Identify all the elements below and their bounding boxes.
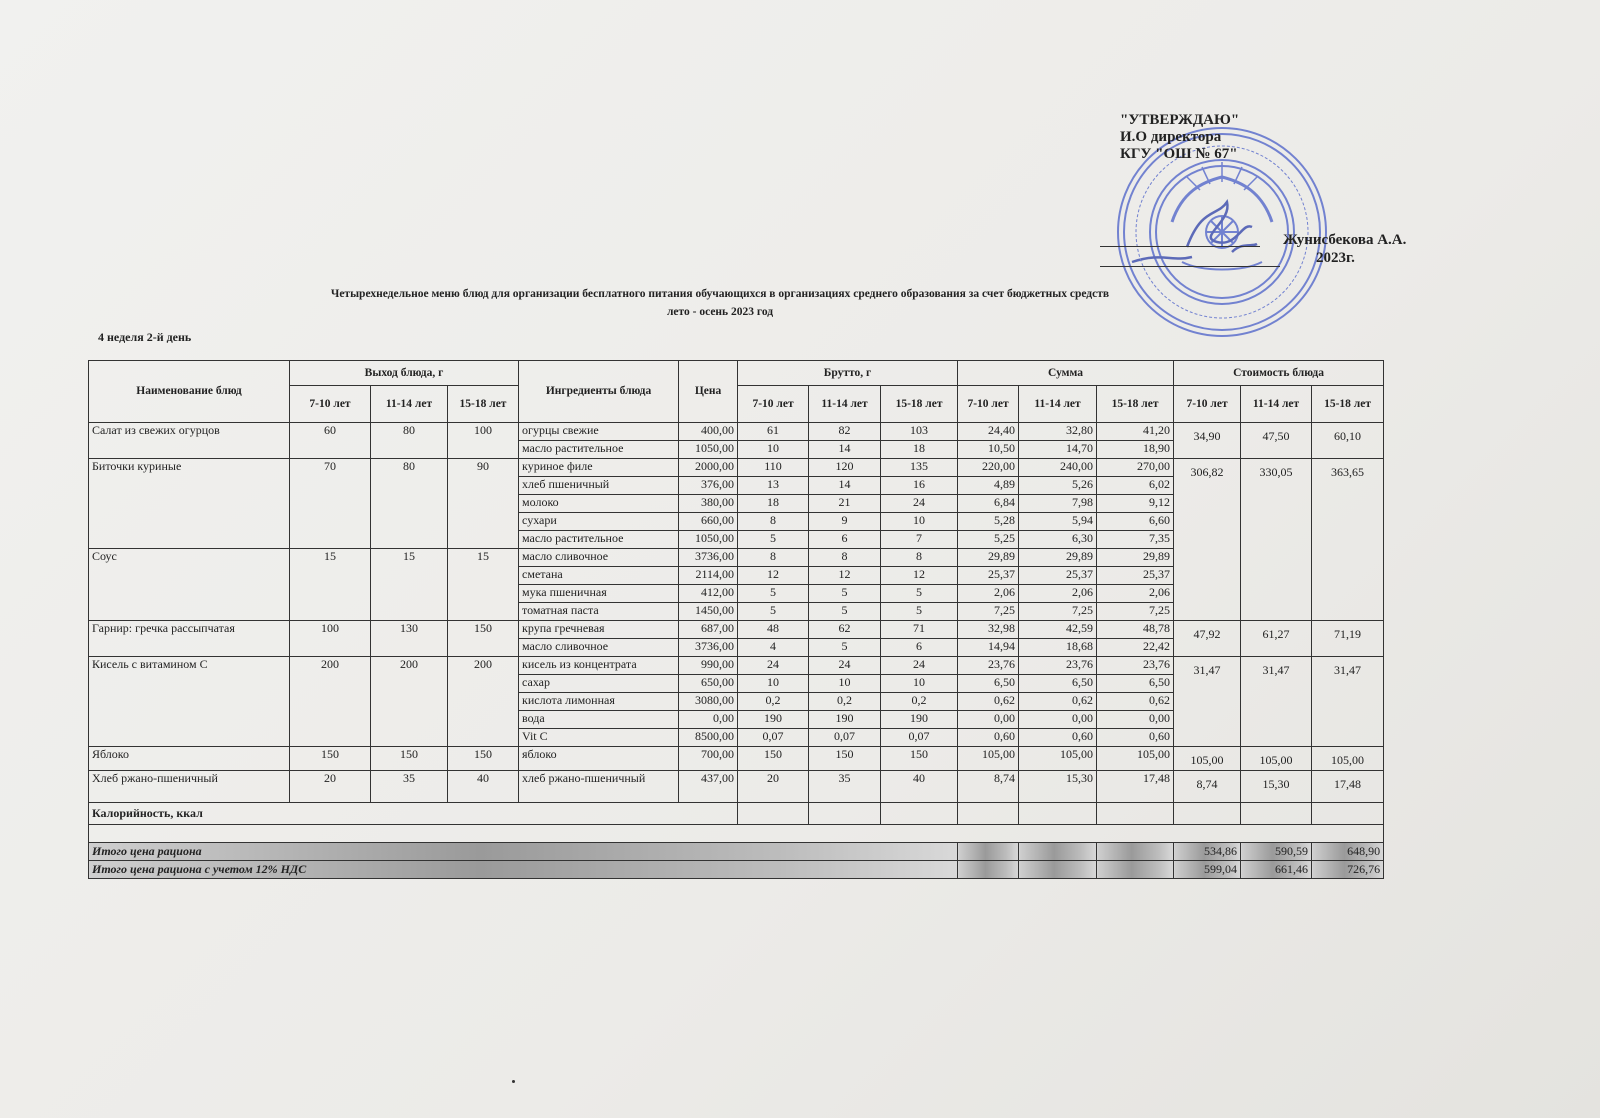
dish-yield: 35 [371, 771, 448, 803]
dish-yield: 80 [371, 423, 448, 459]
ingredient-brutto: 82 [809, 423, 881, 441]
ingredient-brutto: 5 [881, 585, 958, 603]
ingredient-sum: 240,00 [1019, 459, 1097, 477]
ingredient-brutto: 5 [738, 531, 809, 549]
ingredient-sum: 42,59 [1019, 621, 1097, 639]
ingredient-sum: 29,89 [958, 549, 1019, 567]
header-brutto-age-1: 11-14 лет [809, 386, 881, 423]
approval-position: И.О директора [1120, 129, 1222, 145]
table-row [89, 621, 1384, 639]
ingredient-name: хлеб пшеничный [519, 477, 679, 495]
ingredient-brutto: 20 [738, 771, 809, 803]
ingredient-sum: 2,06 [958, 585, 1019, 603]
dish-yield: 150 [448, 747, 519, 771]
ingredient-price: 2114,00 [679, 567, 738, 585]
calories-value [809, 803, 881, 825]
header-cost-age-2: 15-18 лет [1312, 386, 1384, 423]
dish-cost: 17,48 [1312, 771, 1384, 803]
header-sum-age-1: 11-14 лет [1019, 386, 1097, 423]
ingredient-sum: 270,00 [1097, 459, 1174, 477]
ingredient-name: вода [519, 711, 679, 729]
ingredient-sum: 0,00 [1097, 711, 1174, 729]
calories-value [1241, 803, 1312, 825]
dish-yield: 15 [371, 549, 448, 621]
ingredient-brutto: 0,07 [809, 729, 881, 747]
dish-name: Кисель с витамином С [89, 657, 290, 747]
document-title [200, 285, 1240, 321]
header-yield-age-1: 11-14 лет [371, 386, 448, 423]
ingredient-sum: 14,70 [1019, 441, 1097, 459]
ingredient-brutto: 0,07 [738, 729, 809, 747]
ingredient-brutto: 10 [738, 675, 809, 693]
ingredient-sum: 29,89 [1019, 549, 1097, 567]
ingredient-sum: 7,35 [1097, 531, 1174, 549]
header-sum-age-0: 7-10 лет [958, 386, 1019, 423]
dish-cost: 47,92 [1174, 621, 1241, 657]
menu-table [88, 360, 1384, 879]
ingredient-name: сметана [519, 567, 679, 585]
blank-cell [89, 825, 1384, 843]
dish-yield: 200 [290, 657, 371, 747]
ingredient-brutto: 5 [738, 603, 809, 621]
ingredient-brutto: 5 [809, 585, 881, 603]
ingredient-brutto: 110 [738, 459, 809, 477]
ingredient-brutto: 14 [809, 477, 881, 495]
dish-name: Салат из свежих огурцов [89, 423, 290, 459]
ingredient-price: 8500,00 [679, 729, 738, 747]
ingredient-name: масло растительное [519, 531, 679, 549]
ingredient-brutto: 0,2 [809, 693, 881, 711]
ingredient-sum: 0,00 [958, 711, 1019, 729]
ingredient-sum: 0,60 [1097, 729, 1174, 747]
ingredient-brutto: 190 [809, 711, 881, 729]
header-brutto: Брутто, г [738, 361, 958, 386]
dish-cost: 71,19 [1312, 621, 1384, 657]
total-blank [958, 843, 1019, 861]
ingredient-brutto: 8 [809, 549, 881, 567]
calories-value [738, 803, 809, 825]
ingredient-brutto: 150 [809, 747, 881, 771]
ingredient-sum: 32,80 [1019, 423, 1097, 441]
ingredient-brutto: 6 [809, 531, 881, 549]
ingredient-name: кислота лимонная [519, 693, 679, 711]
title-line-2: лето - осень 2023 год [666, 306, 774, 318]
ingredient-name: сухари [519, 513, 679, 531]
ingredient-name: кисель из концентрата [519, 657, 679, 675]
ingredient-brutto: 9 [809, 513, 881, 531]
ingredient-sum: 5,25 [958, 531, 1019, 549]
dish-cost: 31,47 [1241, 657, 1312, 747]
signer-name: Жунисбекова А.А. [1283, 232, 1407, 248]
dish-yield: 40 [448, 771, 519, 803]
dish-cost: 363,65 [1312, 459, 1384, 621]
calories-value [1174, 803, 1241, 825]
dish-yield: 90 [448, 459, 519, 549]
total-value: 661,46 [1241, 861, 1312, 879]
ingredient-brutto: 0,2 [738, 693, 809, 711]
total-blank [1019, 843, 1097, 861]
calories-value [1019, 803, 1097, 825]
ingredient-sum: 5,28 [958, 513, 1019, 531]
ingredient-brutto: 13 [738, 477, 809, 495]
table-row [89, 657, 1384, 675]
ingredient-sum: 14,94 [958, 639, 1019, 657]
ingredient-sum: 7,98 [1019, 495, 1097, 513]
ingredient-sum: 7,25 [1019, 603, 1097, 621]
ingredient-name: масло сливочное [519, 639, 679, 657]
header-yield-age-2: 15-18 лет [448, 386, 519, 423]
total-row [89, 861, 1384, 879]
ingredient-brutto: 10 [881, 675, 958, 693]
ingredient-brutto: 150 [738, 747, 809, 771]
ingredient-price: 3080,00 [679, 693, 738, 711]
ingredient-sum: 0,60 [1019, 729, 1097, 747]
header-yield-age-0: 7-10 лет [290, 386, 371, 423]
ingredient-name: томатная паста [519, 603, 679, 621]
header-brutto-age-2: 15-18 лет [881, 386, 958, 423]
dish-yield: 80 [371, 459, 448, 549]
ingredient-brutto: 5 [809, 603, 881, 621]
ingredient-sum: 6,60 [1097, 513, 1174, 531]
ingredient-brutto: 16 [881, 477, 958, 495]
ingredient-name: масло растительное [519, 441, 679, 459]
ingredient-name: сахар [519, 675, 679, 693]
ingredient-price: 2000,00 [679, 459, 738, 477]
ingredient-name: куриное филе [519, 459, 679, 477]
ingredient-brutto: 14 [809, 441, 881, 459]
ingredient-sum: 32,98 [958, 621, 1019, 639]
ingredient-sum: 41,20 [1097, 423, 1174, 441]
dish-yield: 70 [290, 459, 371, 549]
ingredient-brutto: 8 [738, 513, 809, 531]
ingredient-sum: 105,00 [1097, 747, 1174, 771]
ingredient-brutto: 18 [738, 495, 809, 513]
dish-yield: 100 [290, 621, 371, 657]
ingredient-sum: 23,76 [958, 657, 1019, 675]
ingredient-brutto: 24 [738, 657, 809, 675]
ingredient-sum: 105,00 [958, 747, 1019, 771]
ingredient-sum: 5,94 [1019, 513, 1097, 531]
dish-cost: 105,00 [1174, 747, 1241, 771]
header-ingredients: Ингредиенты блюда [519, 361, 679, 423]
total-blank [1019, 861, 1097, 879]
header-price: Цена [679, 361, 738, 423]
ingredient-sum: 6,84 [958, 495, 1019, 513]
ingredient-price: 376,00 [679, 477, 738, 495]
ingredient-sum: 7,25 [1097, 603, 1174, 621]
ingredient-brutto: 40 [881, 771, 958, 803]
ingredient-brutto: 71 [881, 621, 958, 639]
ingredient-sum: 17,48 [1097, 771, 1174, 803]
approval-organization: КГУ "ОШ № 67" [1120, 146, 1238, 162]
total-value: 590,59 [1241, 843, 1312, 861]
ingredient-brutto: 21 [809, 495, 881, 513]
total-blank [1097, 861, 1174, 879]
dish-name: Биточки куриные [89, 459, 290, 549]
date-line [1100, 266, 1280, 267]
table-row [89, 747, 1384, 771]
ingredient-sum: 23,76 [1019, 657, 1097, 675]
ingredient-brutto: 4 [738, 639, 809, 657]
calories-value [1097, 803, 1174, 825]
dish-yield: 200 [448, 657, 519, 747]
ingredient-price: 380,00 [679, 495, 738, 513]
dish-yield: 20 [290, 771, 371, 803]
ingredient-sum: 220,00 [958, 459, 1019, 477]
ingredient-sum: 29,89 [1097, 549, 1174, 567]
ingredient-price: 990,00 [679, 657, 738, 675]
dish-cost: 15,30 [1241, 771, 1312, 803]
calories-value [1312, 803, 1384, 825]
ingredient-price: 0,00 [679, 711, 738, 729]
table-row [89, 423, 1384, 441]
ingredient-name: крупа гречневая [519, 621, 679, 639]
ingredient-name: мука пшеничная [519, 585, 679, 603]
calories-label: Калорийность, ккал [89, 803, 738, 825]
ingredient-brutto: 6 [881, 639, 958, 657]
total-value: 726,76 [1312, 861, 1384, 879]
ingredient-sum: 18,68 [1019, 639, 1097, 657]
ingredient-sum: 25,37 [1097, 567, 1174, 585]
title-line-1: Четырехнедельное меню блюд для организации бесплатного питания обучающихся в организациях среднего образования за счет бюджетных средств [330, 288, 1110, 300]
ingredient-name: огурцы свежие [519, 423, 679, 441]
calories-row [89, 803, 1384, 825]
ingredient-sum: 6,50 [1097, 675, 1174, 693]
ingredient-brutto: 5 [881, 603, 958, 621]
ingredient-name: яблоко [519, 747, 679, 771]
ingredient-sum: 6,50 [1019, 675, 1097, 693]
approval-year: 2023г. [1316, 250, 1355, 266]
ingredient-sum: 0,62 [1019, 693, 1097, 711]
dish-name: Яблоко [89, 747, 290, 771]
ingredient-price: 400,00 [679, 423, 738, 441]
ingredient-price: 650,00 [679, 675, 738, 693]
header-brutto-age-0: 7-10 лет [738, 386, 809, 423]
ingredient-sum: 10,50 [958, 441, 1019, 459]
ingredient-price: 687,00 [679, 621, 738, 639]
ingredient-sum: 9,12 [1097, 495, 1174, 513]
ingredient-sum: 0,62 [1097, 693, 1174, 711]
ingredient-price: 700,00 [679, 747, 738, 771]
ingredient-brutto: 0,2 [881, 693, 958, 711]
calories-value [958, 803, 1019, 825]
ingredient-brutto: 10 [881, 513, 958, 531]
ingredient-brutto: 10 [738, 441, 809, 459]
total-value: 648,90 [1312, 843, 1384, 861]
ingredient-brutto: 48 [738, 621, 809, 639]
ingredient-price: 3736,00 [679, 549, 738, 567]
ingredient-brutto: 190 [881, 711, 958, 729]
ingredient-brutto: 12 [881, 567, 958, 585]
ingredient-sum: 6,30 [1019, 531, 1097, 549]
ingredient-price: 3736,00 [679, 639, 738, 657]
ingredient-brutto: 8 [738, 549, 809, 567]
dish-cost: 306,82 [1174, 459, 1241, 621]
total-label: Итого цена рациона [89, 843, 958, 861]
ingredient-sum: 15,30 [1019, 771, 1097, 803]
ingredient-brutto: 7 [881, 531, 958, 549]
header-sum-age-2: 15-18 лет [1097, 386, 1174, 423]
ingredient-brutto: 5 [809, 639, 881, 657]
approval-heading: "УТВЕРЖДАЮ" [1120, 112, 1240, 128]
total-blank [958, 861, 1019, 879]
ingredient-sum: 18,90 [1097, 441, 1174, 459]
dish-cost: 60,10 [1312, 423, 1384, 459]
dish-name: Хлеб ржано-пшеничный [89, 771, 290, 803]
header-yield: Выход блюда, г [290, 361, 519, 386]
dish-yield: 130 [371, 621, 448, 657]
ingredient-sum: 0,62 [958, 693, 1019, 711]
dish-yield: 150 [290, 747, 371, 771]
dish-cost: 34,90 [1174, 423, 1241, 459]
dish-yield: 100 [448, 423, 519, 459]
ingredient-sum: 48,78 [1097, 621, 1174, 639]
ingredient-price: 1050,00 [679, 441, 738, 459]
ingredient-sum: 7,25 [958, 603, 1019, 621]
header-cost-age-0: 7-10 лет [1174, 386, 1241, 423]
calories-value [881, 803, 958, 825]
ingredient-brutto: 10 [809, 675, 881, 693]
dish-cost: 31,47 [1174, 657, 1241, 747]
dish-cost: 105,00 [1241, 747, 1312, 771]
page-mark [512, 1080, 515, 1083]
ingredient-sum: 24,40 [958, 423, 1019, 441]
ingredient-brutto: 62 [809, 621, 881, 639]
ingredient-price: 1450,00 [679, 603, 738, 621]
ingredient-brutto: 24 [881, 657, 958, 675]
ingredient-brutto: 190 [738, 711, 809, 729]
ingredient-sum: 8,74 [958, 771, 1019, 803]
dish-name: Соус [89, 549, 290, 621]
table-row [89, 459, 1384, 477]
total-value: 599,04 [1174, 861, 1241, 879]
dish-cost: 31,47 [1312, 657, 1384, 747]
dish-cost: 47,50 [1241, 423, 1312, 459]
dish-yield: 15 [290, 549, 371, 621]
ingredient-sum: 105,00 [1019, 747, 1097, 771]
ingredient-sum: 22,42 [1097, 639, 1174, 657]
ingredient-brutto: 18 [881, 441, 958, 459]
dish-cost: 330,05 [1241, 459, 1312, 621]
ingredient-brutto: 0,07 [881, 729, 958, 747]
ingredient-sum: 6,50 [958, 675, 1019, 693]
ingredient-sum: 0,00 [1019, 711, 1097, 729]
total-label: Итого цена рациона с учетом 12% НДС [89, 861, 958, 879]
ingredient-sum: 5,26 [1019, 477, 1097, 495]
ingredient-sum: 2,06 [1019, 585, 1097, 603]
ingredient-name: хлеб ржано-пшеничный [519, 771, 679, 803]
ingredient-sum: 25,37 [1019, 567, 1097, 585]
ingredient-name: масло сливочное [519, 549, 679, 567]
dish-yield: 60 [290, 423, 371, 459]
ingredient-price: 437,00 [679, 771, 738, 803]
ingredient-brutto: 61 [738, 423, 809, 441]
ingredient-brutto: 135 [881, 459, 958, 477]
dish-yield: 15 [448, 549, 519, 621]
ingredient-price: 412,00 [679, 585, 738, 603]
total-row [89, 843, 1384, 861]
dish-cost: 105,00 [1312, 747, 1384, 771]
ingredient-brutto: 12 [809, 567, 881, 585]
header-sum: Сумма [958, 361, 1174, 386]
dish-yield: 200 [371, 657, 448, 747]
ingredient-name: молоко [519, 495, 679, 513]
ingredient-brutto: 103 [881, 423, 958, 441]
ingredient-name: Vit C [519, 729, 679, 747]
ingredient-sum: 2,06 [1097, 585, 1174, 603]
dish-cost: 61,27 [1241, 621, 1312, 657]
ingredient-sum: 23,76 [1097, 657, 1174, 675]
ingredient-sum: 0,60 [958, 729, 1019, 747]
header-cost-age-1: 11-14 лет [1241, 386, 1312, 423]
ingredient-sum: 6,02 [1097, 477, 1174, 495]
table-row [89, 771, 1384, 803]
week-day-label: 4 неделя 2-й день [98, 330, 192, 344]
ingredient-brutto: 5 [738, 585, 809, 603]
dish-name: Гарнир: гречка рассыпчатая [89, 621, 290, 657]
header-cost: Стоимость блюда [1174, 361, 1384, 386]
ingredient-brutto: 24 [809, 657, 881, 675]
ingredient-price: 1050,00 [679, 531, 738, 549]
ingredient-brutto: 150 [881, 747, 958, 771]
ingredient-price: 660,00 [679, 513, 738, 531]
signature-line [1100, 246, 1260, 247]
ingredient-sum: 25,37 [958, 567, 1019, 585]
ingredient-brutto: 8 [881, 549, 958, 567]
total-value: 534,86 [1174, 843, 1241, 861]
header-dish-name: Наименование блюд [89, 361, 290, 423]
dish-yield: 150 [371, 747, 448, 771]
ingredient-brutto: 35 [809, 771, 881, 803]
total-blank [1097, 843, 1174, 861]
approval-block [1120, 112, 1239, 163]
dish-cost: 8,74 [1174, 771, 1241, 803]
dish-yield: 150 [448, 621, 519, 657]
ingredient-sum: 4,89 [958, 477, 1019, 495]
ingredient-brutto: 120 [809, 459, 881, 477]
blank-row [89, 825, 1384, 843]
ingredient-brutto: 12 [738, 567, 809, 585]
ingredient-brutto: 24 [881, 495, 958, 513]
